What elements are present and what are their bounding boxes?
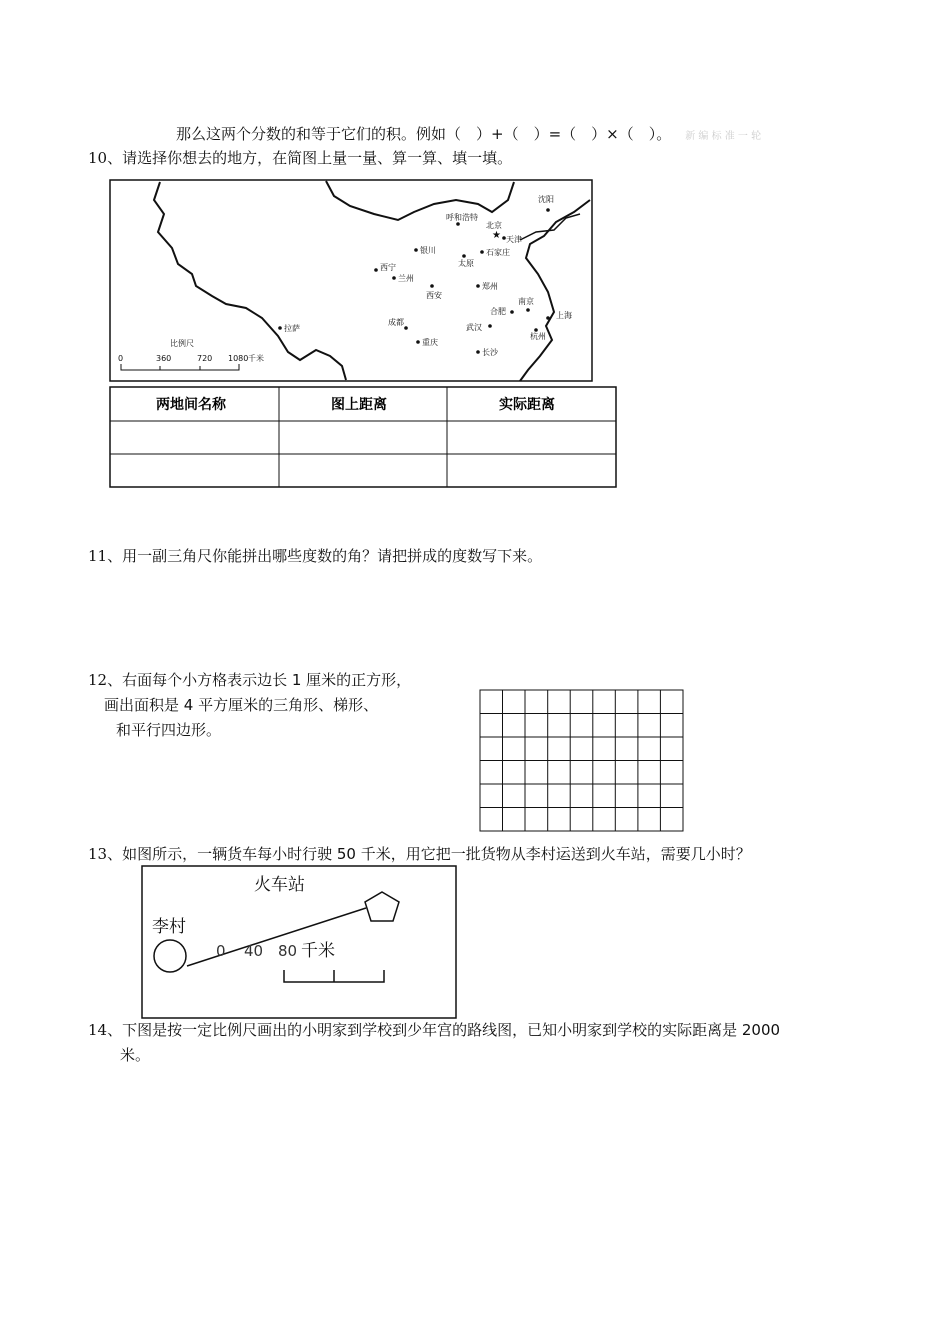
scale-tick-label: 80: [278, 942, 298, 960]
city-dot: [278, 326, 282, 330]
q12-text-line3: 和平行四边形。: [116, 721, 222, 739]
q11-text: 用一副三角尺你能拼出哪些度数的角？请把拼成的度数写下来。: [122, 547, 543, 565]
distance-table: [110, 387, 616, 487]
city-dot: [526, 308, 530, 312]
q12-text-line2: 画出面积是 4 平方厘米的三角形、梯形、: [104, 696, 379, 714]
village-label: 李村: [152, 917, 186, 937]
city-dot: [476, 284, 480, 288]
station-label: 火车站: [254, 875, 305, 895]
city-dot: [510, 310, 514, 314]
capital-star-icon: ★: [492, 230, 501, 241]
city-label: 南京: [518, 297, 534, 306]
city-dot: [546, 316, 550, 320]
city-dot: [546, 208, 550, 212]
table-header-map-distance: 图上距离: [331, 397, 387, 413]
city-label: 天津: [506, 235, 522, 244]
map-scale-bar: [118, 338, 264, 370]
north-border-line: [326, 181, 514, 220]
q10-map-figure: [0, 0, 950, 500]
scale-unit: 千米: [248, 354, 264, 363]
city-dot: [414, 248, 418, 252]
city-label: 沈阳: [538, 195, 554, 204]
city-dot: [488, 324, 492, 328]
west-border-line: [154, 182, 346, 380]
q11-number: 11、: [88, 547, 123, 565]
scale-tick-label: 360: [156, 354, 172, 363]
city-label: 长沙: [482, 348, 498, 357]
city-dot: [392, 276, 396, 280]
city-dot: [374, 268, 378, 272]
q13-number: 13、: [88, 845, 123, 863]
city-label: 合肥: [490, 307, 506, 316]
coastline: [520, 200, 590, 381]
city-label: 西宁: [380, 263, 396, 272]
scale-tick-label: 720: [197, 354, 213, 363]
scale-tick-label: 0: [118, 354, 124, 363]
q13-text: 如图所示，一辆货车每小时行驶 50 千米，用它把一批货物从李村运送到火车站，需要几小时？: [122, 845, 751, 863]
q14-line1: [88, 1020, 780, 1040]
q12-number: 12、: [88, 671, 123, 689]
scale-ruler-line: [284, 970, 384, 982]
scale-unit: 千米: [301, 941, 335, 961]
city-label: 呼和浩特: [446, 213, 478, 222]
bohai-coast: [520, 214, 580, 240]
table-header-actual-distance: 实际距离: [499, 397, 555, 413]
q14-text-line1: 下图是按一定比例尺画出的小明家到学校到少年宫的路线图，已知小明家到学校的实际距离是 2000: [122, 1021, 781, 1039]
q14-number: 14、: [88, 1021, 123, 1039]
city-label: 太原: [458, 259, 474, 268]
map-frame: [110, 180, 592, 381]
city-label: 银川: [420, 246, 436, 255]
city-label: 石家庄: [486, 248, 510, 257]
city-label: 武汉: [466, 323, 482, 332]
city-label: 兰州: [398, 274, 414, 283]
q13-prompt: [88, 844, 751, 864]
q9-faded-text: 新 编 标 准 一 轮: [685, 131, 762, 142]
q12-text-line1: 右面每个小方格表示边长 1 厘米的正方形，: [122, 671, 412, 689]
city-dot: [416, 340, 420, 344]
city-dot: [404, 326, 408, 330]
city-label: 郑州: [482, 282, 498, 291]
city-dot: [456, 222, 460, 226]
table-header-places: 两地间名称: [156, 397, 226, 413]
city-dot: [476, 350, 480, 354]
q11-prompt: [88, 546, 542, 566]
q10-number: 10、: [88, 149, 123, 167]
city-label: 成都: [388, 318, 404, 327]
scale-tick-label: 40: [244, 942, 264, 960]
city-markers: [278, 194, 572, 357]
city-dot: [462, 254, 466, 258]
scale-tick-label: 1080: [228, 354, 249, 363]
route-scale-labels: [216, 942, 297, 960]
city-dot: [430, 284, 434, 288]
q14-text-line2: 米。: [120, 1046, 151, 1064]
city-label: 杭州: [530, 332, 546, 341]
city-label: 拉萨: [284, 324, 300, 333]
scale-ruler-line: [121, 364, 239, 370]
station-pentagon-icon: [365, 892, 399, 921]
village-circle-icon: [154, 940, 186, 972]
route-line: [187, 908, 366, 966]
scale-tick-label: 0: [216, 942, 226, 960]
q9-example: 那么这两个分数的和等于它们的积。例如（ ）+（ ）=（ ）×（ ）。: [176, 125, 672, 143]
q13-route-figure: [140, 864, 460, 1020]
scale-label: 比例尺: [170, 339, 194, 348]
city-dot: [480, 250, 484, 254]
city-label: 北京: [486, 221, 502, 230]
city-label: 西安: [426, 291, 442, 300]
q10-text: 请选择你想去的地方，在简图上量一量、算一算、填一填。: [122, 149, 513, 167]
q12-line1: [88, 670, 411, 690]
city-label: 重庆: [422, 338, 438, 347]
city-label: 上海: [556, 311, 572, 320]
q12-square-grid: [476, 688, 686, 834]
